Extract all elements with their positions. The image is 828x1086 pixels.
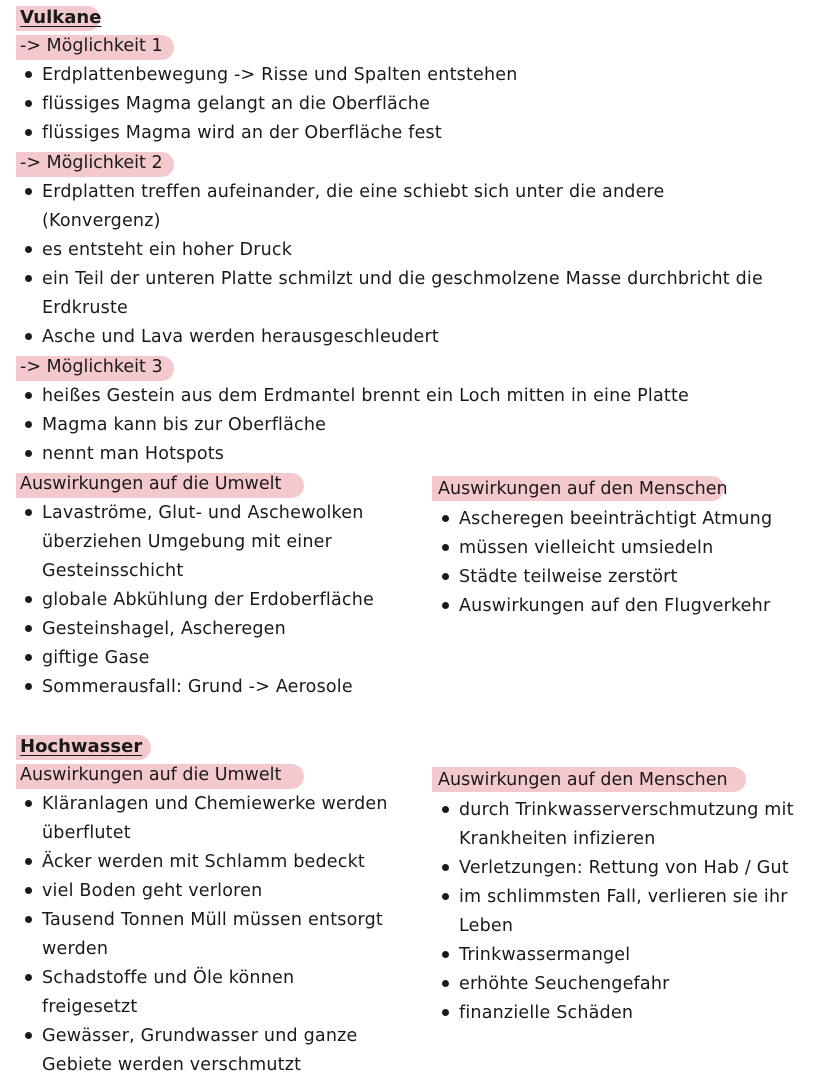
bullet-icon (442, 864, 449, 871)
list-item-continuation: Gesteinsschicht (42, 561, 184, 581)
bullet-icon (25, 188, 32, 195)
list-item-continuation: Leben (459, 916, 514, 936)
list-item: im schlimmsten Fall, verlieren sie ihr (459, 887, 788, 907)
bullet-icon (25, 421, 32, 428)
list-item: Magma kann bis zur Oberfläche (42, 415, 327, 435)
bullet-icon (25, 858, 32, 865)
heading-menschen: Auswirkungen auf den Menschen (438, 770, 728, 790)
list-item: durch Trinkwasserverschmutzung mit (459, 800, 794, 820)
heading-moeglichkeit-2: -> Möglichkeit 2 (20, 153, 163, 173)
list-item: Städte teilweise zerstört (459, 567, 678, 587)
bullet-icon (25, 1032, 32, 1039)
bullet-icon (25, 509, 32, 516)
bullet-icon (442, 544, 449, 551)
list-item: Kläranlagen und Chemiewerke werden (42, 794, 388, 814)
bullet-icon (25, 275, 32, 282)
list-item: Gesteinshagel, Ascheregen (42, 619, 286, 639)
list-item: flüssiges Magma gelangt an die Oberfläche (42, 94, 431, 114)
list-item: nennt man Hotspots (42, 444, 225, 464)
list-item: giftige Gase (42, 648, 150, 668)
bullet-icon (25, 596, 32, 603)
heading-moeglichkeit-1: -> Möglichkeit 1 (20, 36, 163, 56)
bullet-icon (25, 625, 32, 632)
list-item: Äcker werden mit Schlamm bedeckt (42, 852, 365, 872)
bullet-icon (25, 71, 32, 78)
list-item-continuation: werden (42, 939, 109, 959)
bullet-icon (442, 602, 449, 609)
heading-umwelt: Auswirkungen auf die Umwelt (20, 765, 282, 785)
list-item: heißes Gestein aus dem Erdmantel brennt ein Loch mitten in eine Platte (42, 386, 689, 406)
list-item: Asche und Lava werden herausgeschleudert (42, 327, 439, 347)
list-item: Erdplatten treffen aufeinander, die eine schiebt sich unter die andere (42, 182, 665, 202)
list-item: es entsteht ein hoher Druck (42, 240, 293, 260)
section-title-vulkane: Vulkane (20, 7, 102, 28)
list-item: Auswirkungen auf den Flugverkehr (459, 596, 771, 616)
list-item: Trinkwassermangel (459, 945, 631, 965)
bullet-icon (25, 683, 32, 690)
list-item: finanzielle Schäden (459, 1003, 634, 1023)
list-item-continuation: Erdkruste (42, 298, 129, 318)
bullet-icon (442, 1009, 449, 1016)
list-item: Lavaströme, Glut- und Aschewolken (42, 503, 364, 523)
list-item: Gewässer, Grundwasser und ganze (42, 1026, 358, 1046)
list-item: müssen vielleicht umsiedeln (459, 538, 714, 558)
bullet-icon (25, 333, 32, 340)
bullet-icon (442, 893, 449, 900)
list-item-continuation: freigesetzt (42, 997, 138, 1017)
list-item-continuation: überziehen Umgebung mit einer (42, 532, 332, 552)
list-item-continuation: überflutet (42, 823, 131, 843)
bullet-icon (442, 951, 449, 958)
list-item: Tausend Tonnen Müll müssen entsorgt (42, 910, 383, 930)
list-item: viel Boden geht verloren (42, 881, 263, 901)
bullet-icon (25, 392, 32, 399)
list-item: Verletzungen: Rettung von Hab / Gut (459, 858, 789, 878)
bullet-icon (25, 129, 32, 136)
bullet-icon (442, 806, 449, 813)
bullet-icon (25, 974, 32, 981)
bullet-icon (442, 980, 449, 987)
list-item: erhöhte Seuchengefahr (459, 974, 670, 994)
bullet-icon (25, 246, 32, 253)
heading-menschen: Auswirkungen auf den Menschen (438, 479, 728, 499)
list-item: Schadstoffe und Öle können (42, 968, 295, 988)
bullet-icon (25, 654, 32, 661)
bullet-icon (25, 100, 32, 107)
list-item: ein Teil der unteren Platte schmilzt und die geschmolzene Masse durchbricht die (42, 269, 763, 289)
bullet-icon (25, 450, 32, 457)
bullet-icon (442, 573, 449, 580)
bullet-icon (442, 515, 449, 522)
bullet-icon (25, 800, 32, 807)
list-item: flüssiges Magma wird an der Oberfläche fest (42, 123, 442, 143)
list-item-continuation: Krankheiten infizieren (459, 829, 656, 849)
list-item-continuation: (Konvergenz) (42, 211, 161, 231)
list-item-continuation: Gebiete werden verschmutzt (42, 1055, 302, 1075)
list-item: Ascheregen beeinträchtigt Atmung (459, 509, 773, 529)
list-item: Sommerausfall: Grund -> Aerosole (42, 677, 353, 697)
section-title-hochwasser: Hochwasser (20, 736, 143, 757)
bullet-icon (25, 916, 32, 923)
bullet-icon (25, 887, 32, 894)
list-item: Erdplattenbewegung -> Risse und Spalten entstehen (42, 65, 518, 85)
heading-umwelt: Auswirkungen auf die Umwelt (20, 474, 282, 494)
list-item: globale Abkühlung der Erdoberfläche (42, 590, 374, 610)
heading-moeglichkeit-3: -> Möglichkeit 3 (20, 357, 163, 377)
